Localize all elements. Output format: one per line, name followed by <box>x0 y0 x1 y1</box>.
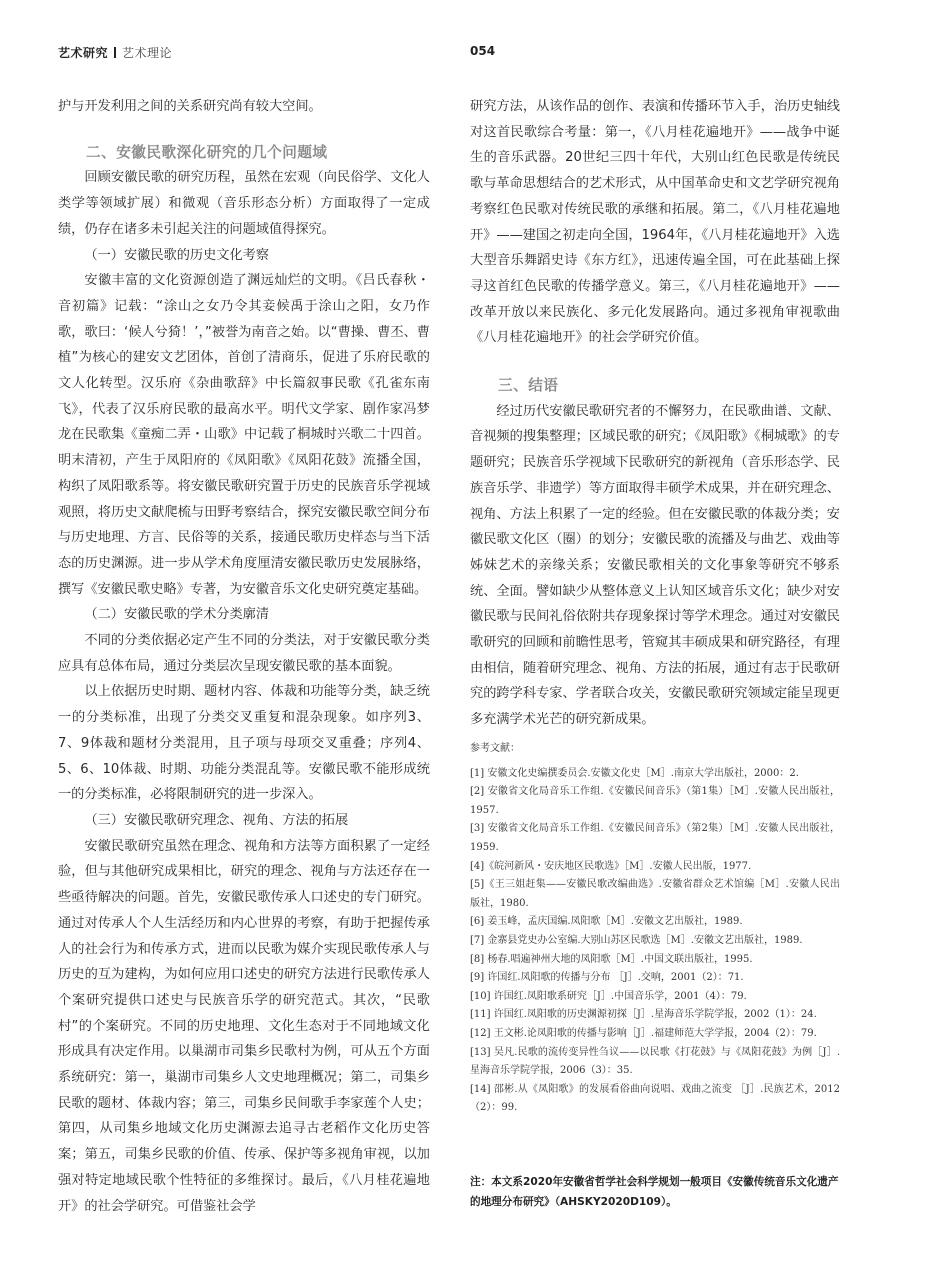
reference-item: [12] 王文彬.论凤阳歌的传播与影响［J］.福建师范大学学报，2004（2）：79. <box>470 1027 817 1039</box>
paragraph: 不同的分类依据必定产生不同的分类法，对于安徽民歌分类应具有总体布局，通过分类层次呈现安徽民歌的基本面貌。 <box>58 633 430 674</box>
reference-item: [3] 安徽省文化局音乐工作组.《安徽民间音乐》（第2集）［M］.安徽人民出版社，1959. <box>470 823 840 853</box>
reference-item: [8] 杨春.唱遍神州大地的凤阳歌［M］.中国文联出版社，1995. <box>470 953 753 965</box>
right-column <box>470 94 840 733</box>
reference-item: [10] 许国红.凤阳歌系研究［J］.中国音乐学，2001（4）：79. <box>470 990 747 1002</box>
reference-item: [14] 邵彬.从《凤阳歌》的发展看俗曲向说唱、戏曲之流变 ［J］.民族艺术，2012（2）：99. <box>470 1083 840 1114</box>
funding-note: 注：本文系2020年安徽省哲学社会科学规划一般项目《安徽传统音乐文化遗产的地理分布研究》（AHSKY2020D109）。 <box>470 1176 839 1208</box>
references <box>470 740 840 1118</box>
page-number: 054 <box>470 44 496 58</box>
paragraph: 护与开发利用之间的关系研究尚有较大空间。 <box>58 99 322 114</box>
reference-item: [4]《皖河新风・安庆地区民歌选》［M］.安徽人民出版，1977. <box>470 860 752 872</box>
subsection-heading: （三）安徽民歌研究理念、视角、方法的拓展 <box>84 812 349 828</box>
journal-name: 艺术研究 <box>58 46 109 60</box>
reference-item: [2] 安徽省文化局音乐工作组.《安徽民间音乐》（第1集）［M］.安徽人民出版社，1957. <box>470 786 840 816</box>
paragraph: 研究方法，从该作品的创作、表演和传播环节入手，治历史轴线对这首民歌综合考量：第一，《八月桂花遍地开》——战争中诞生的音乐武器。20世纪三四十年代，大别山红色民歌是传统民歌与革命思想结合的艺术形式，从中国革命史和文艺学研究视角考察红色民歌对传统民歌的承继和拓展。第二，《八月桂花遍地开》——建国之初走向全国，1964年，《八月桂花遍地开》入选大型音乐舞蹈史诗《东方红》，迅速传遍全国，可在此基础上探寻这首红色民歌的传播学意义。第三，《八月桂花遍地开》——改革开放以来民族化、多元化发展路向。通过多视角审视歌曲《八月桂花遍地开》的社会学研究价值。 <box>470 99 840 346</box>
reference-item: [9] 许国红.凤阳歌的传播与分布 ［J］.交响，2001（2）：71. <box>470 972 744 984</box>
paragraph: 回顾安徽民歌的研究历程，虽然在宏观（向民俗学、文化人类学等领域扩展）和微观（音乐形态分析）方面取得了一定成绩，仍存在诸多未引起关注的问题域值得探究。 <box>58 170 430 237</box>
reference-item: [1] 安徽文化史编撰委员会.安徽文化史［M］.南京大学出版社，2000：2. <box>470 767 799 779</box>
reference-item: [5]《王三姐赶集——安徽民歌改编曲选》.安徽省群众艺术馆编［M］.安徽人民出版社，1980. <box>470 879 840 909</box>
section-name: 艺术理论 <box>122 46 173 60</box>
references-title: 参考文献： <box>470 743 520 754</box>
section-heading: 二、安徽民歌深化研究的几个问题域 <box>86 143 328 161</box>
header-divider <box>114 47 116 58</box>
paragraph: 安徽民歌研究虽然在理念、视角和方法等方面积累了一定经验，但与其他研究成果相比，研究的理念、视角与方法还存在一些亟待解决的问题。首先，安徽民歌传承人口述史的专门研究。通过对传承人个人生活经历和内心世界的考察，有助于把握传承人的社会行为和传承方式，进而以民歌为媒介实现民歌传承人与历史的互为建构，为如何应用口述史的研究方法进行民歌传承人个案研究提供口述史与民族音乐学的研究范式。其次，“民歌村”的个案研究。不同的历史地理、文化生态对于不同地域文化形成具有决定作用。以巢湖市司集乡民歌村为例，可从五个方面系统研究：第一，巢湖市司集乡人文史地理概况；第二，司集乡民歌的题材、体裁内容；第三，司集乡民间歌手李家莲个人史；第四，从司集乡地域文化历史渊源去追寻古老稻作文化历史答案；第五，司集乡民歌的价值、传承、保护等多视角审视，以加强对特定地域民歌个性特征的多维探讨。最后，《八月桂花遍地开》的社会学研究。可借鉴社会学 <box>58 838 430 1214</box>
paragraph: 安徽丰富的文化资源创造了渊远灿烂的文明。《吕氏春秋・音初篇》记载：“涂山之女乃令其妾候禹于涂山之阳，女乃作歌，歌曰：‘候人兮猗！’，”被誉为南音之始。以“曹操、曹丕、曹植”为核心的建安文艺团体，首创了清商乐，促进了乐府民歌的文人化转型。汉乐府《杂曲歌辞》中长篇叙事民歌《孔雀东南飞》，代表了汉乐府民歌的最高水平。明代文学家、剧作家冯梦龙在民歌集《童痴二弄・山歌》中记载了桐城时兴歌二十四首。明末清初，产生于凤阳府的《凤阳歌》《凤阳花鼓》流播全国，构织了凤阳歌系等。将安徽民歌研究置于历史的民族音乐学视域观照，将历史文献爬梳与田野考察结合，探究安徽民歌空间分布与历史地理、方言、民俗等的关系，接通民歌历史样态与当下活态的历史渊源。进一步从学术角度厘清安徽民歌历史发展脉络，撰写《安徽民歌史略》专著，为安徽音乐文化史研究奠定基础。 <box>58 273 430 597</box>
reference-item: [11] 许国红.凤阳歌的历史渊源初探［J］.星海音乐学院学报，2002（1）：24. <box>470 1009 817 1021</box>
left-column <box>58 94 430 1219</box>
reference-item: [13] 吴凡.民歌的流传变异性刍议——以民歌《打花鼓》与《凤阳花鼓》为例［J］.星海音乐学院学报，2006（3）：35. <box>470 1046 840 1077</box>
paragraph: 经过历代安徽民歌研究者的不懈努力，在民歌曲谱、文献、音视频的搜集整理；区域民歌的研究；《凤阳歌》《桐城歌》的专题研究；民族音乐学视域下民歌研究的新视角（音乐形态学、民族音乐学、非遗学）等方面取得丰硕学术成果，并在研究理念、视角、方法上积累了一定的经验。但在安徽民歌的体裁分类；安徽民歌文化区（圈）的划分；安徽民歌的流播及与曲艺、戏曲等姊妹艺术的亲缘关系；安徽民歌相关的文化事象等研究不够系统、全面。譬如缺少从整体意义上认知区域音乐文化；缺少对安徽民歌与民间礼俗依附共存现象探讨等学术理念。通过对安徽民歌研究的回顾和前瞻性思考，管窥其丰硕成果和研究路径，有理由相信，随着研究理念、视角、方法的拓展，通过有志于民歌研究的跨学科专家、学者联合攻关，安徽民歌研究领域定能呈现更多充满学术光芒的研究新成果。 <box>470 403 840 728</box>
running-header <box>58 44 172 61</box>
paragraph: 以上依据历史时期、题材内容、体裁和功能等分类，缺乏统一的分类标准，出现了分类交叉重复和混杂现象。如序列3、7、9体裁和题材分类混用，且子项与母项交叉重叠；序列4、5、6、10体裁、时期、功能分类混乱等。安徽民歌不能形成统一的分类标准，必将限制研究的进一步深入。 <box>58 684 430 803</box>
reference-item: [7] 金寨县党史办公室编.大别山苏区民歌选［M］.安徽文艺出版社，1989. <box>470 934 803 946</box>
subsection-heading: （二）安徽民歌的学术分类廓清 <box>84 607 270 623</box>
section-heading: 三、结语 <box>498 377 559 395</box>
subsection-heading: （一）安徽民歌的历史文化考察 <box>84 247 270 263</box>
reference-item: [6] 姜玉峰，孟庆国编.凤阳歌［M］.安徽文艺出版社，1989. <box>470 916 743 928</box>
